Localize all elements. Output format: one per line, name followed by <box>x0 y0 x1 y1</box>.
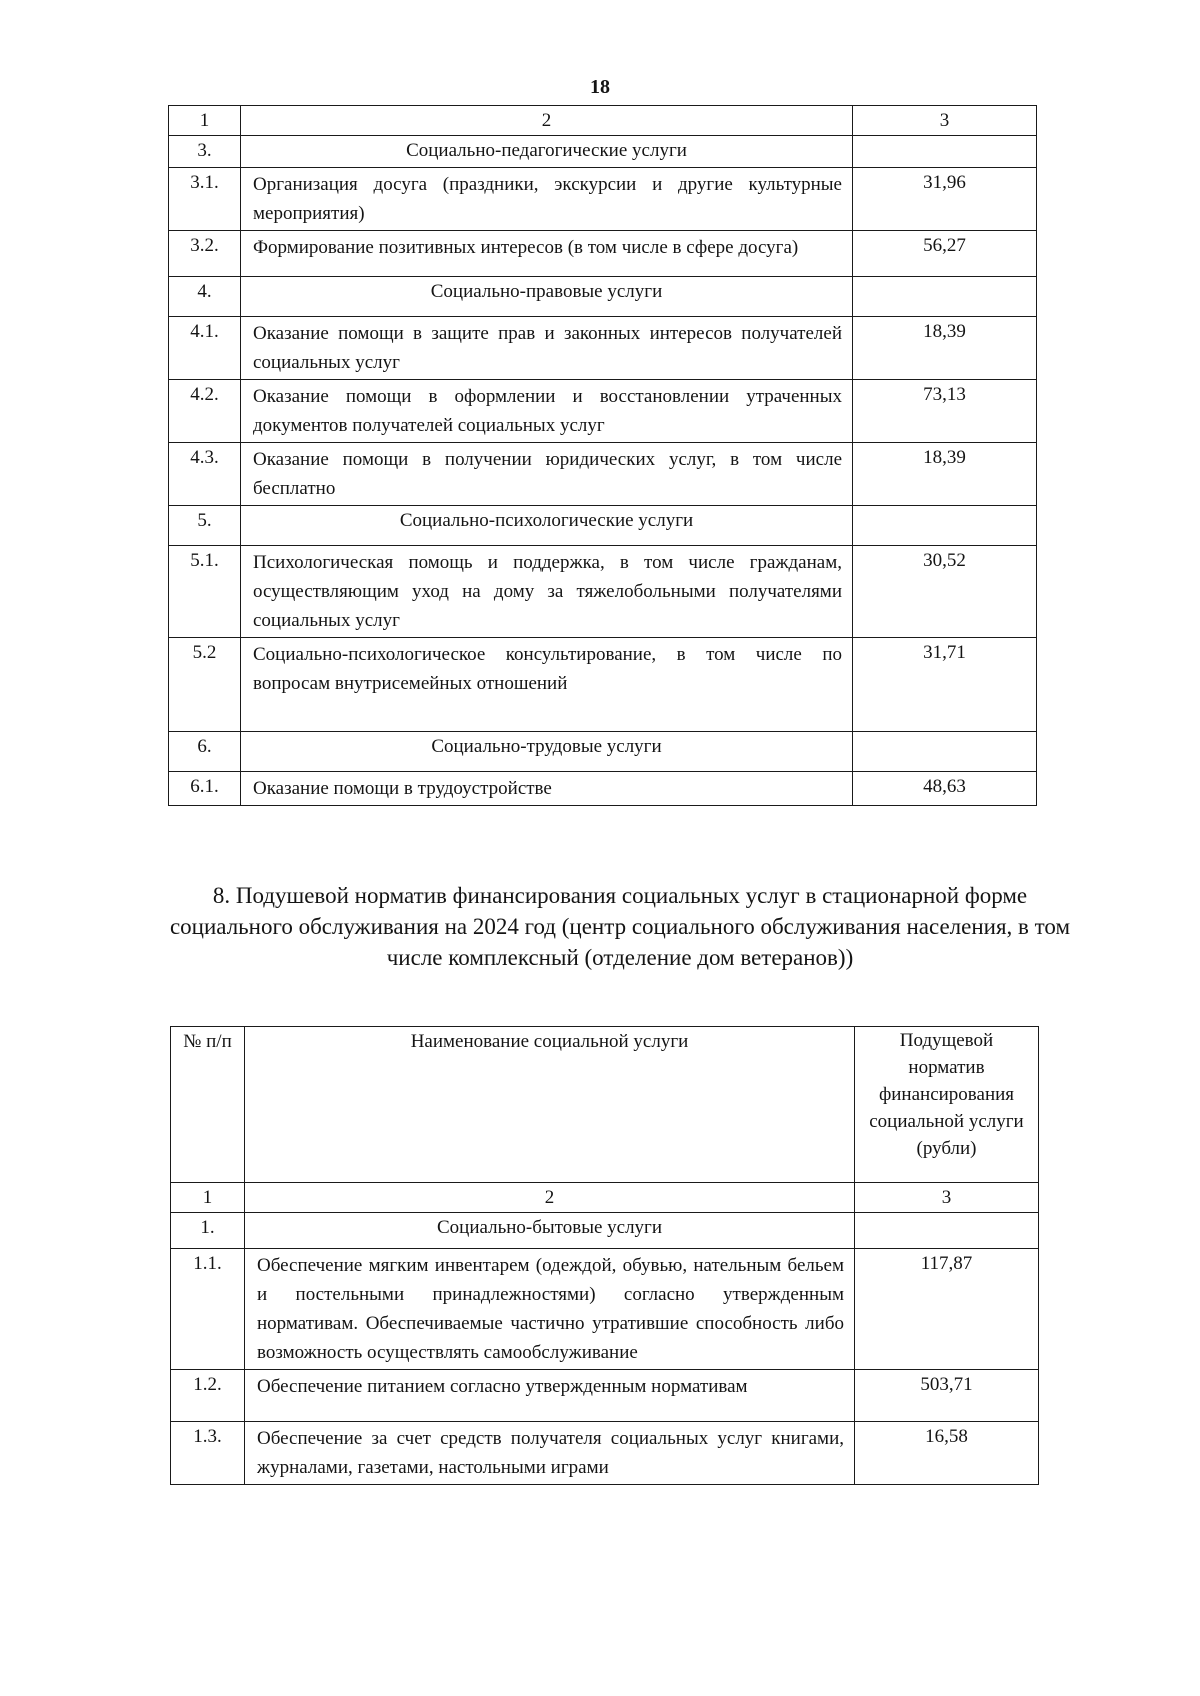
section-title-cell: Социально-педагогические услуги <box>241 136 853 168</box>
row-number: 3.2. <box>169 231 241 277</box>
services-table-continued <box>168 105 1037 806</box>
section-row <box>169 136 1037 168</box>
table-row <box>169 772 1037 806</box>
service-name: Формирование позитивных интересов (в том числе в сфере досуга) <box>241 231 853 277</box>
service-name: Психологическая помощь и поддержка, в том числе гражданам, осуществляющим уход на дому за тяжелобольными получателями социальных услуг <box>241 546 853 638</box>
table-row <box>169 317 1037 380</box>
value-cell: 73,13 <box>853 380 1037 443</box>
value-cell: 48,63 <box>853 772 1037 806</box>
row-number: 6.1. <box>169 772 241 806</box>
value-cell <box>853 732 1037 772</box>
column-header-number: № п/п <box>171 1027 245 1183</box>
section-title: 8. Подушевой норматив финансирования социальных услуг в стационарной форме социального обслуживания на 2024 год (центр социального обслуживания населения, в том числе комплексный (отделение дом ветеранов)) <box>169 883 1071 970</box>
row-number: 3. <box>169 136 241 168</box>
column-number-1: 1 <box>171 1183 245 1213</box>
column-number-2: 2 <box>241 106 853 136</box>
row-number: 1.3. <box>171 1422 245 1485</box>
row-number: 1.1. <box>171 1249 245 1370</box>
row-number: 1. <box>171 1213 245 1249</box>
page-number: 18 <box>590 76 610 98</box>
section-title-cell: Социально-бытовые услуги <box>245 1213 855 1249</box>
column-number-2: 2 <box>245 1183 855 1213</box>
row-number: 4.1. <box>169 317 241 380</box>
service-name: Оказание помощи в получении юридических услуг, в том числе бесплатно <box>241 443 853 506</box>
section-row <box>169 277 1037 317</box>
column-number-3: 3 <box>853 106 1037 136</box>
row-number: 5. <box>169 506 241 546</box>
value-cell: 56,27 <box>853 231 1037 277</box>
service-name: Обеспечение за счет средств получателя социальных услуг книгами, журналами, газетами, настольными играми <box>245 1422 855 1485</box>
row-number: 4. <box>169 277 241 317</box>
value-cell: 18,39 <box>853 317 1037 380</box>
value-cell <box>855 1213 1039 1249</box>
table-row <box>171 1370 1039 1422</box>
table-row <box>169 638 1037 732</box>
value-cell: 30,52 <box>853 546 1037 638</box>
value-cell: 18,39 <box>853 443 1037 506</box>
table-row <box>169 231 1037 277</box>
column-number-3: 3 <box>855 1183 1039 1213</box>
column-header-row <box>171 1027 1039 1183</box>
table-row <box>169 380 1037 443</box>
table-row <box>171 1249 1039 1370</box>
table-row <box>169 443 1037 506</box>
row-number: 5.1. <box>169 546 241 638</box>
row-number: 1.2. <box>171 1370 245 1422</box>
value-cell: 503,71 <box>855 1370 1039 1422</box>
service-name: Организация досуга (праздники, экскурсии и другие культурные мероприятия) <box>241 168 853 231</box>
value-cell <box>853 136 1037 168</box>
value-cell: 117,87 <box>855 1249 1039 1370</box>
row-number: 4.3. <box>169 443 241 506</box>
value-cell <box>853 506 1037 546</box>
service-name: Оказание помощи в оформлении и восстановлении утраченных документов получателей социальных услуг <box>241 380 853 443</box>
table-row <box>169 546 1037 638</box>
section-title-cell: Социально-трудовые услуги <box>241 732 853 772</box>
row-number: 6. <box>169 732 241 772</box>
row-number: 3.1. <box>169 168 241 231</box>
column-header-name: Наименование социальной услуги <box>245 1027 855 1183</box>
value-cell: 16,58 <box>855 1422 1039 1485</box>
column-header-value: Подущевой норматив финансирования социальной услуги (рубли) <box>855 1027 1039 1183</box>
row-number: 4.2. <box>169 380 241 443</box>
table-header-row <box>171 1183 1039 1213</box>
service-name: Оказание помощи в защите прав и законных интересов получателей социальных услуг <box>241 317 853 380</box>
section-row <box>171 1213 1039 1249</box>
value-cell: 31,96 <box>853 168 1037 231</box>
value-cell <box>853 277 1037 317</box>
section-row <box>169 506 1037 546</box>
table-row <box>171 1422 1039 1485</box>
row-number: 5.2 <box>169 638 241 732</box>
service-name: Оказание помощи в трудоустройстве <box>241 772 853 806</box>
column-number-1: 1 <box>169 106 241 136</box>
service-name: Социально-психологическое консультирование, в том числе по вопросам внутрисемейных отношений <box>241 638 853 732</box>
value-cell: 31,71 <box>853 638 1037 732</box>
section-title-cell: Социально-психологические услуги <box>241 506 853 546</box>
section-row <box>169 732 1037 772</box>
service-name: Обеспечение мягким инвентарем (одеждой, обувью, нательным бельем и постельными принадлежностями) согласно утвержденным нормативам. Обеспечиваемые частично утратившие способность либо возможность осуществлять самообслуживание <box>245 1249 855 1370</box>
table-header-row <box>169 106 1037 136</box>
service-name: Обеспечение питанием согласно утвержденным нормативам <box>245 1370 855 1422</box>
table-row <box>169 168 1037 231</box>
section-title-cell: Социально-правовые услуги <box>241 277 853 317</box>
services-table <box>170 1026 1039 1485</box>
